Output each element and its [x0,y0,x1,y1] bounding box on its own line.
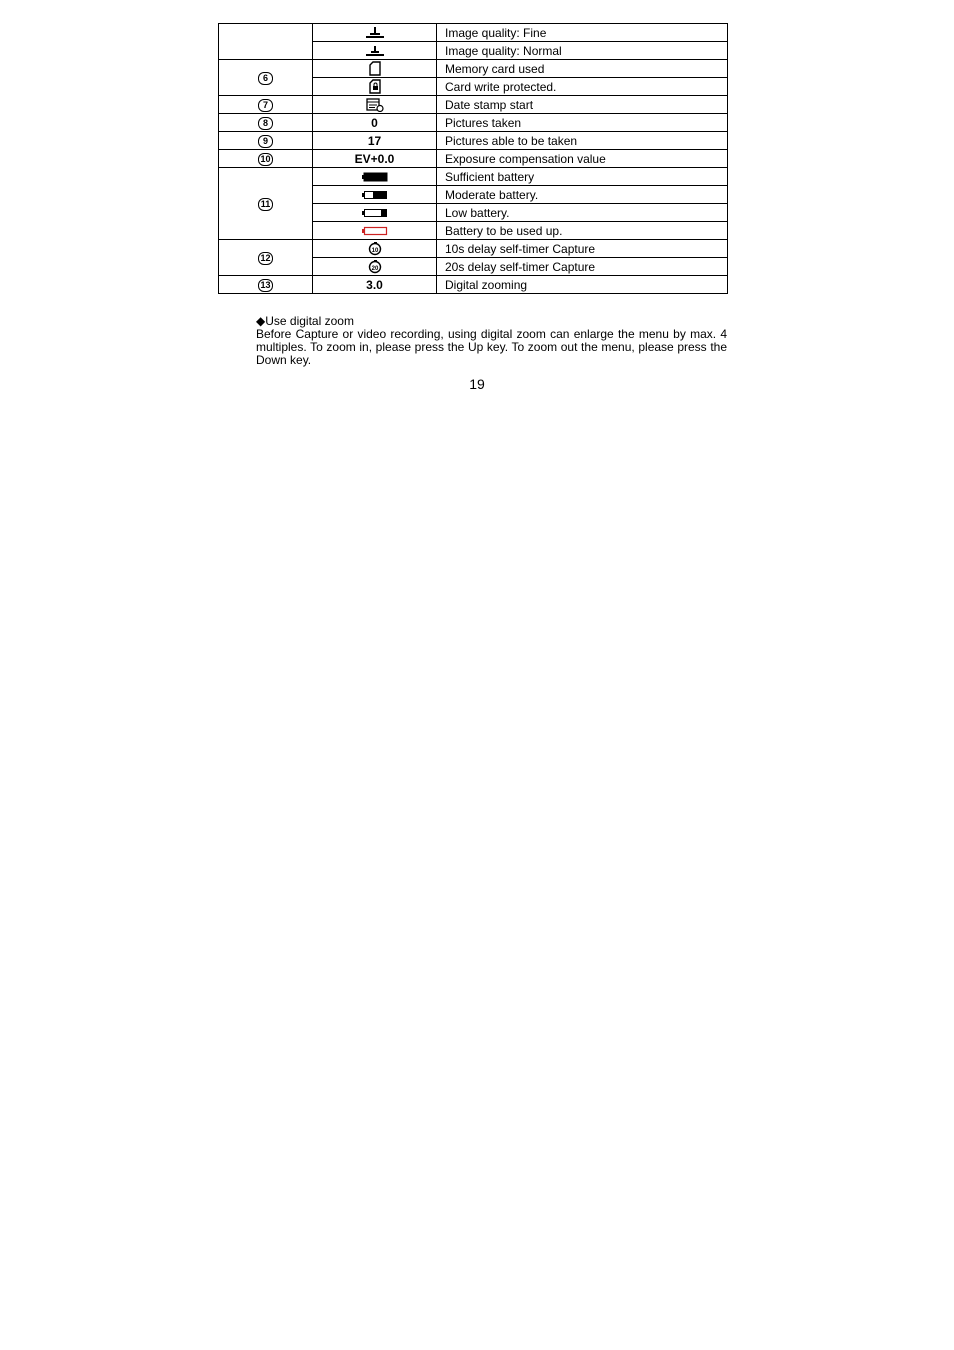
icon-cell: 3.0 [313,276,437,294]
page-number: 19 [469,376,485,392]
item-number-cell [219,96,313,114]
item-number-cell [219,240,313,276]
svg-text:10: 10 [371,247,378,254]
table-row [219,240,728,258]
icon-cell [313,186,437,204]
self-timer-20s-icon [368,260,382,274]
date-stamp-icon [366,98,384,112]
description-cell: Memory card used [437,60,728,78]
item-number-cell [219,60,313,96]
icon-cell: EV+0.0 [313,150,437,168]
digital-zoom-note [256,315,727,367]
description-cell: Sufficient battery [437,168,728,186]
description-cell: Pictures able to be taken [437,132,728,150]
description-cell: Digital zooming [437,276,728,294]
description-cell: Moderate battery. [437,186,728,204]
item-number: 9 [258,135,273,148]
item-number-cell [219,114,313,132]
icon-cell [313,96,437,114]
item-number: 6 [258,72,273,85]
icon-cell [313,240,437,258]
table-row [219,276,728,294]
item-number: 10 [258,153,273,166]
icon-cell [313,204,437,222]
item-number-cell [219,276,313,294]
item-number: 11 [258,198,273,211]
self-timer-10s-icon [368,242,382,256]
battery-empty-icon [362,226,388,236]
quality-normal-icon [366,45,384,57]
icon-cell [313,258,437,276]
icon-cell [313,24,437,42]
icon-cell: 17 [313,132,437,150]
icon-cell [313,78,437,96]
description-cell: Date stamp start [437,96,728,114]
description-cell: Low battery. [437,204,728,222]
description-cell: Image quality: Normal [437,42,728,60]
icon-cell [313,168,437,186]
status-icon-table [218,23,728,294]
note-heading: ◆Use digital zoom [256,314,354,328]
description-cell: Image quality: Fine [437,24,728,42]
card-locked-icon [369,79,381,94]
table-row [219,96,728,114]
description-cell: Card write protected. [437,78,728,96]
item-number-cell [219,168,313,240]
item-number: 13 [258,279,273,292]
description-cell: 10s delay self-timer Capture [437,240,728,258]
description-cell: Pictures taken [437,114,728,132]
item-number: 8 [258,117,273,130]
description-cell: 20s delay self-timer Capture [437,258,728,276]
item-number-cell [219,24,313,60]
table-row [219,168,728,186]
description-cell: Exposure compensation value [437,150,728,168]
icon-cell: 0 [313,114,437,132]
table-row [219,132,728,150]
item-number: 7 [258,99,273,112]
icon-cell [313,42,437,60]
item-number-cell [219,150,313,168]
table-row [219,24,728,42]
icon-cell [313,222,437,240]
svg-text:20: 20 [371,265,378,272]
item-number-cell [219,132,313,150]
memory-card-icon [369,61,381,76]
battery-full-icon [362,172,388,182]
battery-low-icon [362,208,388,218]
note-body: Before Capture or video recording, using digital zoom can enlarge the menu by max. 4 multiples. To zoom in, please press the Up key. To zoom out the menu, please press the Down key. [256,327,727,367]
table-row [219,114,728,132]
description-cell: Battery to be used up. [437,222,728,240]
table-row [219,60,728,78]
item-number: 12 [258,252,273,265]
quality-fine-icon [366,27,384,39]
battery-moderate-icon [362,190,388,200]
icon-cell [313,60,437,78]
table-row [219,150,728,168]
